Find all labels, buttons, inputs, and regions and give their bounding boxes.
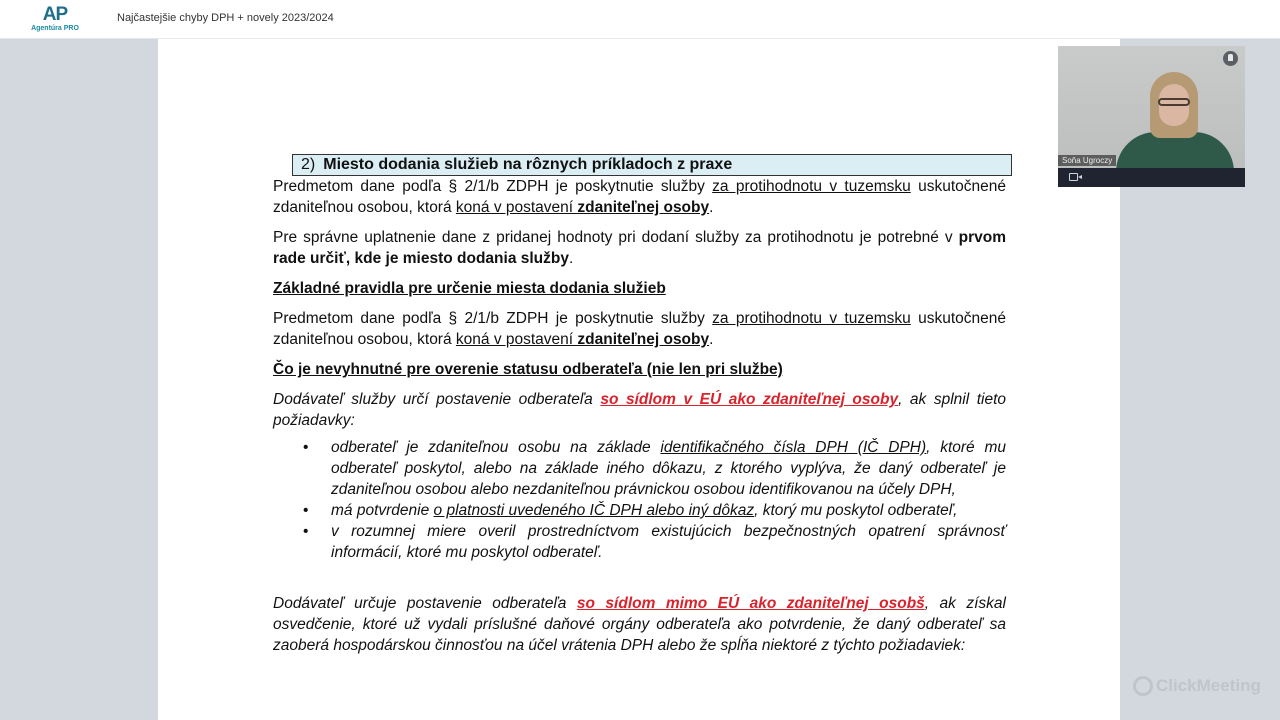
text: odberateľ je zdaniteľnou osobu na základe	[331, 439, 661, 456]
camera-icon[interactable]	[1069, 173, 1078, 181]
bullet-icon: •	[303, 439, 309, 456]
list-item	[273, 500, 1006, 521]
paragraph-3	[273, 308, 1006, 350]
text: Predmetom dane podľa § 2/1/b ZDPH je poskytnutie služby	[273, 178, 713, 195]
text: Predmetom dane podľa § 2/1/b ZDPH je poskytnutie služby	[273, 310, 713, 327]
underlined-text: koná v postavení	[455, 331, 578, 348]
clickmeeting-logo-icon	[1133, 676, 1153, 696]
subheading-status-verification: Čo je nevyhnutné pre overenie statusu odberateľa (nie len pri službe)	[273, 361, 783, 378]
underlined-text: za protihodnotu v tuzemsku	[712, 178, 911, 195]
paragraph-1	[273, 176, 1006, 218]
text: uskutočnené zdaniteľnou osobou, ktorá	[273, 310, 1006, 348]
list-item	[273, 521, 1006, 563]
bold-underlined-text: zdaniteľnej osoby	[577, 199, 710, 216]
text: .	[568, 250, 574, 267]
webinar-title: Najčastejšie chyby DPH + novely 2023/2024	[117, 12, 334, 24]
paragraph-2	[273, 227, 1006, 269]
video-feed	[1058, 46, 1245, 168]
section-title: Miesto dodania služieb na rôznych príkladoch z praxe	[323, 156, 733, 173]
subheading-basic-rules: Základné pravidla pre určenie miesta dodania služieb	[273, 280, 666, 297]
underlined-text: za protihodnotu v tuzemsku	[712, 310, 911, 327]
red-highlight-text: so sídlom mimo EÚ ako zdaniteľnej osobš	[576, 595, 925, 612]
text: Dodávateľ určuje postavenie odberateľa	[273, 595, 577, 612]
section-number: 2)	[301, 156, 316, 173]
clickmeeting-watermark	[1133, 676, 1261, 696]
text: v rozumnej miere overil prostredníctvom existujúcich bezpečnostných opatrení správnosť informácií, ktoré mu poskytol odberateľ.	[331, 523, 1006, 561]
presenter-video-tile[interactable]	[1058, 46, 1245, 187]
requirements-list	[273, 437, 1006, 563]
paragraph-5	[273, 593, 1006, 656]
bold-underlined-text: zdaniteľnej osoby	[577, 331, 710, 348]
presenter-name: Soňa Ugroczy	[1058, 155, 1116, 166]
text: , ktorý mu poskytol odberateľ,	[754, 502, 958, 519]
underlined-text: o platnosti uvedeného IČ DPH alebo iný dôkaz	[433, 502, 755, 519]
pin-icon[interactable]	[1223, 51, 1238, 66]
video-controls-bar	[1058, 168, 1245, 187]
section-heading	[292, 154, 1012, 176]
text: .	[709, 199, 714, 216]
list-item	[273, 437, 1006, 500]
shared-document-page	[158, 39, 1120, 720]
top-bar	[0, 0, 1280, 39]
underlined-text: koná v postavení	[455, 199, 578, 216]
text: , ak splnil tieto požiadavky:	[273, 391, 1006, 429]
document-content	[273, 154, 1006, 656]
bold-text: prvom rade určiť, kde je miesto dodania služby	[273, 229, 1006, 267]
red-highlight-text: so sídlom v EÚ ako zdaniteľnej osoby	[600, 391, 899, 408]
text: má potvrdenie	[331, 502, 434, 519]
text: .	[709, 331, 714, 348]
bullet-icon: •	[303, 502, 309, 519]
logo-mark: AP	[42, 4, 68, 25]
underlined-text: identifikačného čísla DPH (IČ DPH)	[660, 439, 927, 456]
logo-text: Agentúra PRO	[31, 25, 79, 32]
agentura-pro-logo	[28, 6, 82, 34]
text: , ak získal osvedčenie, ktoré už vydali príslušné daňové orgány odberateľa ako potvrdenie, že daný odberateľ sa zaoberá hospodárskou činnosťou na účel vrátenia DPH alebo že spĺňa niektoré z týchto požiadaviek:	[273, 595, 1006, 654]
text: , ktoré mu odberateľ poskytol, alebo na základe iného dôkazu, z ktorého vyplýva, že daný odberateľ je zdaniteľnou osobou alebo nezdaniteľnou právnickou osobou identifikovanou na účely DPH,	[331, 439, 1006, 498]
bullet-icon: •	[303, 523, 309, 540]
text: Dodávateľ služby určí postavenie odberateľa	[273, 391, 601, 408]
paragraph-4	[273, 389, 1006, 431]
text: Pre správne uplatnenie dane z pridanej hodnoty pri dodaní služby za protihodnotu je potrebné v	[273, 229, 959, 246]
left-panel	[0, 39, 158, 720]
text: uskutočnené zdaniteľnou osobou, ktorá	[273, 178, 1006, 216]
watermark-text: ClickMeeting	[1156, 676, 1261, 695]
